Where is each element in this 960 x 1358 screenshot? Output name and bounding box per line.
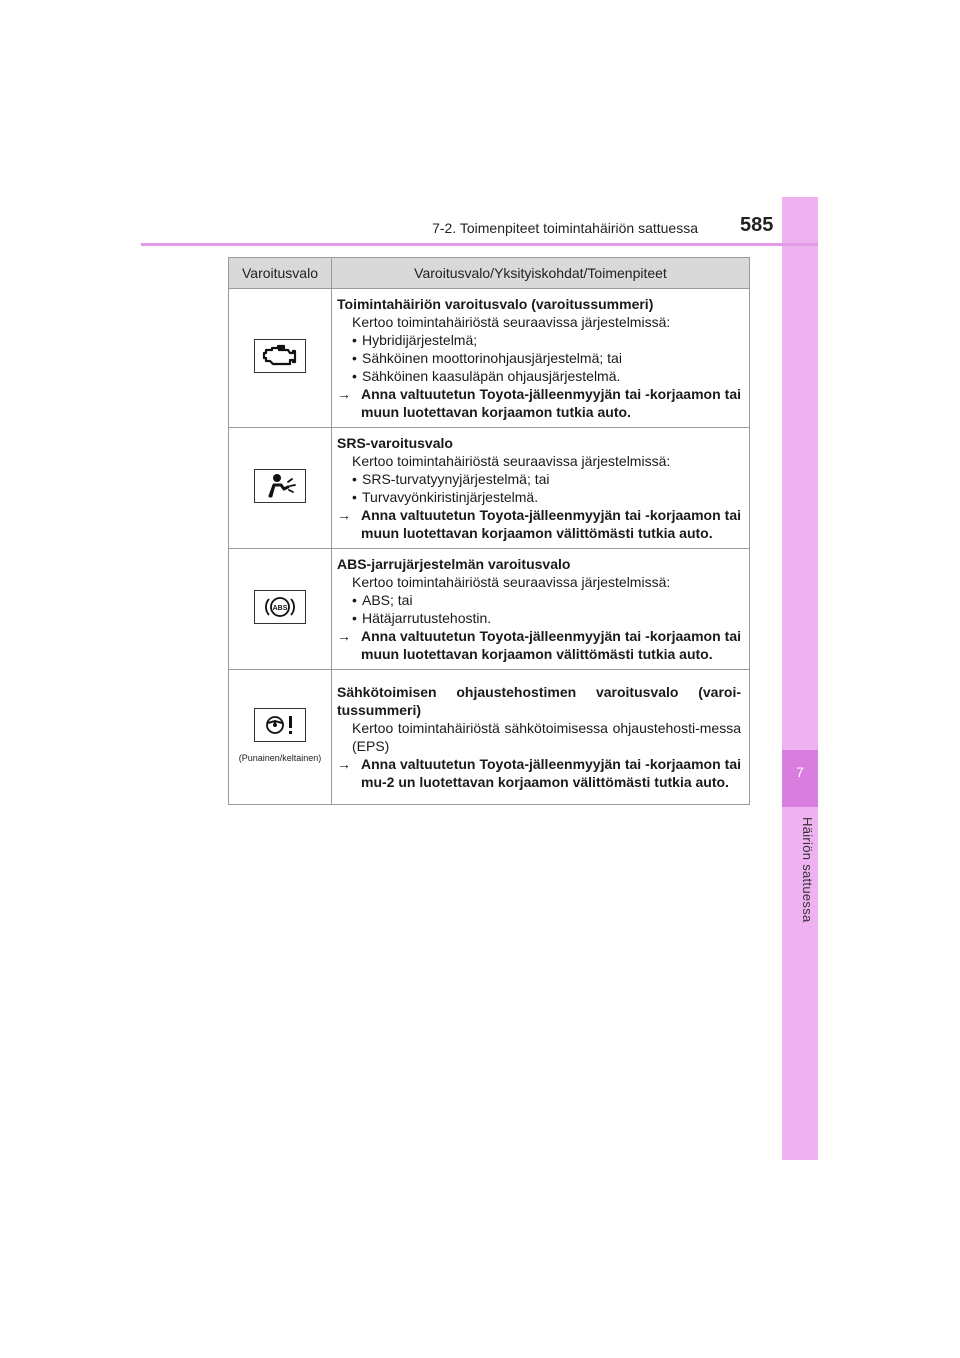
arrow-icon: → [337,386,351,402]
arrow-icon: → [337,756,351,772]
icon-cell [229,549,332,670]
chapter-side-tab [782,197,818,1160]
list-item: • SRS-turvatyynyjärjestelmä; tai [337,470,741,488]
row-intro: Kertoo toimintahäiriöstä seuraavissa järjestelmissä: [352,453,671,469]
row-intro: Kertoo toimintahäiriöstä seuraavissa järjestelmissä: [352,314,671,330]
action-text [337,627,741,663]
action-label: Anna valtuutetun Toyota-jälleenmyyjän tai -korjaamon tai muun luotettavan korjaamon tutkia auto. [361,386,741,420]
airbag-srs-icon [254,469,306,503]
warning-lights-table [228,257,750,805]
arrow-icon: → [337,507,351,523]
column-header-warning-light: Varoitusvalo [229,258,332,289]
action-text [337,755,741,791]
row-title: SRS-varoitusvalo [337,435,453,451]
icon-cell [229,428,332,549]
list-item: • Sähköinen kaasuläpän ohjausjärjestelmä. [337,367,741,385]
description-cell [332,549,750,670]
action-label: Anna valtuutetun Toyota-jälleenmyyjän tai -korjaamon tai muun luotettavan korjaamon välittömästi tutkia auto. [361,507,741,541]
arrow-icon: → [337,628,351,644]
page-number: 585 [740,214,774,236]
row-intro: Kertoo toimintahäiriöstä seuraavissa järjestelmissä: [352,574,671,590]
list-item: • ABS; tai [337,591,741,609]
row-title: Sähkötoimisen ohjaustehostimen varoitusvalo (varoi-tussummeri) [337,684,741,718]
description-cell [332,428,750,549]
action-label: Anna valtuutetun Toyota-jälleenmyyjän tai -korjaamon tai mu-2 un luotettavan korjaamon välittömästi tutkia auto. [361,756,741,790]
list-item: • Turvavyönkiristinjärjestelmä. [337,488,741,506]
action-text [337,506,741,542]
abs-icon-label: ABS [272,605,288,612]
action-label: Anna valtuutetun Toyota-jälleenmyyjän tai -korjaamon tai muun luotettavan korjaamon välittömästi tutkia auto. [361,628,741,662]
action-text [337,385,741,421]
table-row [229,289,750,428]
chapter-number: 7 [796,764,804,780]
description-cell [332,670,750,805]
icon-caption: (Punainen/keltainen) [238,752,322,763]
abs-icon [254,590,306,624]
description-cell [332,289,750,428]
list-item: • Hätäjarrutustehostin. [337,609,741,627]
header-divider [141,243,818,246]
table-row [229,549,750,670]
table-row [229,428,750,549]
chapter-number-box [782,750,818,807]
row-title: ABS-jarrujärjestelmän varoitusvalo [337,556,571,572]
power-steering-warning-icon [254,708,306,742]
icon-cell [229,289,332,428]
list-item: • Sähköinen moottorinohjausjärjestelmä; tai [337,349,741,367]
list-item: • Hybridijärjestelmä; [337,331,741,349]
chapter-title: Häiriön sattuessa [800,817,815,923]
row-title: Toimintahäiriön varoitusvalo (varoitussummeri) [337,296,654,312]
section-title: 7-2. Toimenpiteet toimintahäiriön sattuessa [432,220,698,236]
engine-check-icon [254,339,306,373]
table-row [229,670,750,805]
row-intro: Kertoo toimintahäiriöstä sähkötoimisessa ohjaustehosti-messa (EPS) [352,720,741,754]
table-header-row [229,258,750,289]
column-header-details: Varoitusvalo/Yksityiskohdat/Toimenpiteet [332,258,750,289]
icon-cell [229,670,332,805]
